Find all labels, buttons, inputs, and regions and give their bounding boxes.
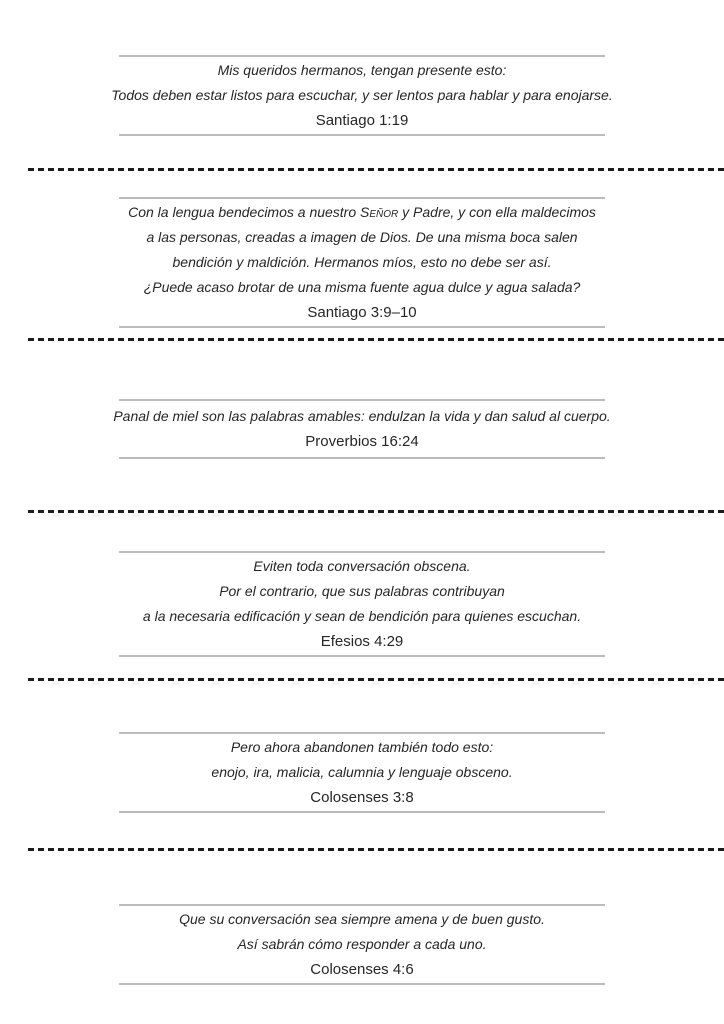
card-text — [0, 906, 724, 983]
verse-line: a la necesaria edificación y sean de bendición para quienes escuchan. — [142, 608, 582, 624]
card-bottom-rule — [119, 134, 605, 136]
verse-line: Panal de miel son las palabras amables: endulzan la vida y dan salud al cuerpo. — [113, 408, 611, 424]
verse-line: Que su conversación sea siempre amena y de buen gusto. — [179, 911, 545, 927]
verse-line: Mis queridos hermanos, tengan presente esto: — [217, 62, 507, 78]
verse-line: Por el contrario, que sus palabras contribuyan — [219, 583, 505, 599]
lord-smallcaps-text: Señor — [360, 204, 399, 220]
verse-line: Así sabrán cómo responder a cada uno. — [237, 936, 487, 952]
verse-card — [0, 904, 724, 985]
verse-card — [0, 732, 724, 813]
verse-text-segment: Con la lengua bendecimos a nuestro — [128, 204, 361, 220]
verse-reference: Proverbios 16:24 — [305, 433, 419, 450]
card-bottom-rule — [119, 983, 605, 985]
verse-reference: Efesios 4:29 — [320, 633, 404, 650]
card-text — [0, 57, 724, 134]
verse-reference: Santiago 1:19 — [315, 112, 409, 129]
verse-line: ¿Puede acaso brotar de una misma fuente agua dulce y agua salada? — [143, 279, 581, 295]
card-text — [0, 734, 724, 811]
verse-card — [0, 55, 724, 136]
verse-line: bendición y maldición. Hermanos míos, esto no debe ser así. — [172, 254, 552, 270]
verse-reference: Santiago 3:9–10 — [307, 304, 417, 321]
verse-line: a las personas, creadas a imagen de Dios. De una misma boca salen — [146, 229, 578, 245]
verse-line: enojo, ira, malicia, calumnia y lenguaje obsceno. — [211, 764, 513, 780]
verse-reference: Colosenses 4:6 — [310, 961, 414, 978]
card-text — [0, 401, 724, 457]
verse-line — [0, 200, 724, 225]
verse-card — [0, 399, 724, 459]
card-text — [0, 199, 724, 326]
card-text — [0, 553, 724, 655]
cut-line — [28, 510, 724, 513]
verse-reference: Colosenses 3:8 — [310, 789, 414, 806]
verse-card — [0, 551, 724, 657]
verse-text-segment: y Padre, y con ella maldecimos — [398, 204, 596, 220]
verse-line: Todos deben estar listos para escuchar, y ser lentos para hablar y para enojarse. — [111, 87, 613, 103]
verse-line: Eviten toda conversación obscena. — [253, 558, 471, 574]
card-bottom-rule — [119, 811, 605, 813]
cut-line — [28, 678, 724, 681]
verse-line: Pero ahora abandonen también todo esto: — [230, 739, 494, 755]
verse-card — [0, 197, 724, 328]
cut-line — [28, 338, 724, 341]
card-bottom-rule — [119, 326, 605, 328]
card-bottom-rule — [119, 457, 605, 459]
cut-line — [28, 168, 724, 171]
cut-line — [28, 848, 724, 851]
card-bottom-rule — [119, 655, 605, 657]
